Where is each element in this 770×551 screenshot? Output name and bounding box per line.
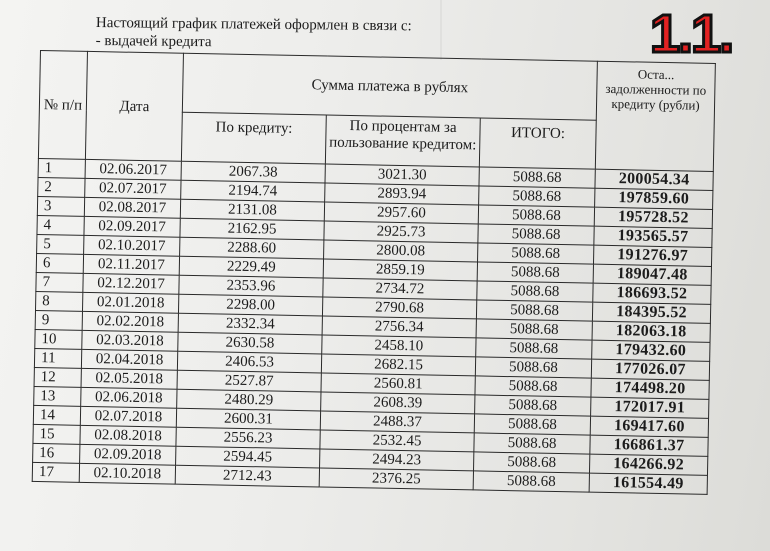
cell-credit: 2353.96: [179, 275, 323, 297]
cell-credit: 2527.87: [177, 370, 321, 392]
paper-fold: [440, 0, 442, 60]
cell-date: 02.06.2018: [81, 387, 177, 408]
cell-interest: 2488.37: [320, 411, 474, 433]
cell-credit: 2600.31: [176, 408, 320, 430]
cell-credit: 2332.34: [178, 313, 322, 335]
cell-date: 02.12.2017: [83, 273, 179, 294]
cell-interest: 2790.68: [322, 297, 476, 319]
cell-num: 16: [33, 443, 80, 463]
cell-num: 10: [35, 329, 82, 349]
cell-interest: 2756.34: [322, 316, 476, 338]
cell-total: 5088.68: [475, 395, 591, 416]
cell-remaining: 189047.48: [593, 264, 711, 285]
cell-num: 3: [37, 196, 84, 216]
payment-schedule-sheet: [32, 50, 716, 495]
cell-num: 8: [35, 291, 82, 311]
cell-remaining: 172017.91: [591, 397, 709, 418]
cell-interest: 2893.94: [325, 183, 479, 205]
cell-num: 7: [36, 272, 83, 292]
cell-total: 5088.68: [477, 262, 593, 283]
cell-credit: 2406.53: [177, 351, 321, 373]
cell-interest: 2957.60: [324, 202, 478, 224]
cell-remaining: 177026.07: [591, 359, 709, 380]
cell-remaining: 184395.52: [592, 302, 710, 323]
cell-num: 4: [37, 215, 84, 235]
cell-interest: 2608.39: [321, 392, 475, 414]
table-body: [32, 158, 713, 494]
cell-remaining: 193565.57: [594, 226, 712, 247]
cell-interest: 2560.81: [321, 373, 475, 395]
cell-credit: 2630.58: [178, 332, 322, 354]
cell-num: 14: [33, 405, 80, 425]
cell-total: 5088.68: [479, 167, 595, 188]
document-header: [96, 14, 412, 53]
cell-interest: 2458.10: [322, 335, 476, 357]
col-header-date: Дата: [85, 51, 183, 161]
cell-credit: 2556.23: [176, 427, 320, 449]
cell-date: 02.08.2018: [80, 425, 176, 446]
cell-total: 5088.68: [478, 243, 594, 264]
cell-date: 02.02.2018: [82, 311, 178, 332]
col-header-interest: По процентам за пользование кредитом:: [325, 115, 480, 167]
cell-total: 5088.68: [478, 205, 594, 226]
cell-remaining: 200054.34: [595, 169, 713, 190]
cell-num: 12: [34, 367, 81, 387]
cell-date: 02.07.2018: [80, 406, 176, 427]
cell-num: 17: [32, 462, 79, 482]
cell-credit: 2229.49: [179, 256, 323, 278]
col-header-total: ИТОГО:: [479, 118, 596, 169]
cell-num: 9: [35, 310, 82, 330]
header-line-2: - выдачей кредита: [95, 32, 212, 51]
cell-interest: 2925.73: [324, 221, 478, 243]
cell-credit: 2712.43: [175, 465, 319, 487]
cell-total: 5088.68: [475, 376, 591, 397]
cell-date: 02.05.2018: [81, 368, 177, 389]
cell-credit: 2298.00: [178, 294, 322, 316]
cell-remaining: 166861.37: [590, 435, 708, 456]
cell-remaining: 169417.60: [590, 416, 708, 437]
cell-credit: 2480.29: [177, 389, 321, 411]
col-header-remaining: Оста... задолженности по кредиту (рубли): [595, 61, 715, 171]
section-badge: 1.1.: [650, 4, 733, 64]
cell-remaining: 164266.92: [589, 454, 707, 475]
cell-num: 13: [34, 386, 81, 406]
cell-date: 02.03.2018: [82, 330, 178, 351]
cell-total: 5088.68: [476, 319, 592, 340]
cell-credit: 2194.74: [181, 180, 325, 202]
cell-num: 1: [38, 158, 85, 178]
col-header-credit: По кредиту:: [181, 112, 326, 164]
cell-remaining: 179432.60: [592, 340, 710, 361]
payment-schedule-table: [32, 50, 716, 495]
cell-date: 02.04.2018: [81, 349, 177, 370]
cell-remaining: 191276.97: [593, 245, 711, 266]
cell-credit: 2594.45: [176, 446, 320, 468]
col-header-num: № п/п: [38, 51, 87, 160]
cell-num: 2: [38, 177, 85, 197]
cell-total: 5088.68: [474, 414, 590, 435]
cell-total: 5088.68: [477, 281, 593, 302]
cell-credit: 2131.08: [180, 199, 324, 221]
cell-total: 5088.68: [474, 433, 590, 454]
cell-total: 5088.68: [475, 357, 591, 378]
cell-interest: 2376.25: [319, 468, 473, 490]
cell-date: 02.08.2017: [84, 197, 180, 218]
cell-total: 5088.68: [473, 452, 589, 473]
cell-remaining: 186693.52: [593, 283, 711, 304]
cell-total: 5088.68: [473, 471, 589, 492]
cell-num: 5: [37, 234, 84, 254]
cell-credit: 2162.95: [180, 218, 324, 240]
cell-total: 5088.68: [476, 300, 592, 321]
cell-total: 5088.68: [479, 186, 595, 207]
cell-interest: 2800.08: [324, 240, 478, 262]
cell-total: 5088.68: [478, 224, 594, 245]
cell-interest: 2494.23: [320, 449, 474, 471]
cell-interest: 2734.72: [323, 278, 477, 300]
cell-date: 02.10.2018: [79, 463, 175, 484]
cell-date: 02.06.2017: [85, 159, 181, 180]
cell-interest: 2532.45: [320, 430, 474, 452]
cell-total: 5088.68: [476, 338, 592, 359]
cell-date: 02.09.2017: [84, 216, 180, 237]
cell-date: 02.11.2017: [83, 254, 179, 275]
cell-date: 02.09.2018: [80, 444, 176, 465]
cell-credit: 2067.38: [181, 161, 325, 183]
cell-num: 6: [36, 253, 83, 273]
cell-remaining: 197859.60: [595, 188, 713, 209]
header-line-1: Настоящий график платежей оформлен в связи с:: [95, 14, 412, 35]
col-header-payment-group: Сумма платежа в рублях: [182, 53, 597, 120]
cell-num: 11: [34, 348, 81, 368]
cell-interest: 2682.15: [321, 354, 475, 376]
cell-date: 02.07.2017: [85, 178, 181, 199]
cell-remaining: 161554.49: [589, 473, 707, 494]
cell-credit: 2288.60: [180, 237, 324, 259]
cell-remaining: 174498.20: [591, 378, 709, 399]
cell-num: 15: [33, 424, 80, 444]
cell-interest: 3021.30: [325, 164, 479, 186]
cell-interest: 2859.19: [323, 259, 477, 281]
cell-remaining: 195728.52: [594, 207, 712, 228]
cell-date: 02.10.2017: [84, 235, 180, 256]
cell-remaining: 182063.18: [592, 321, 710, 342]
cell-date: 02.01.2018: [82, 292, 178, 313]
